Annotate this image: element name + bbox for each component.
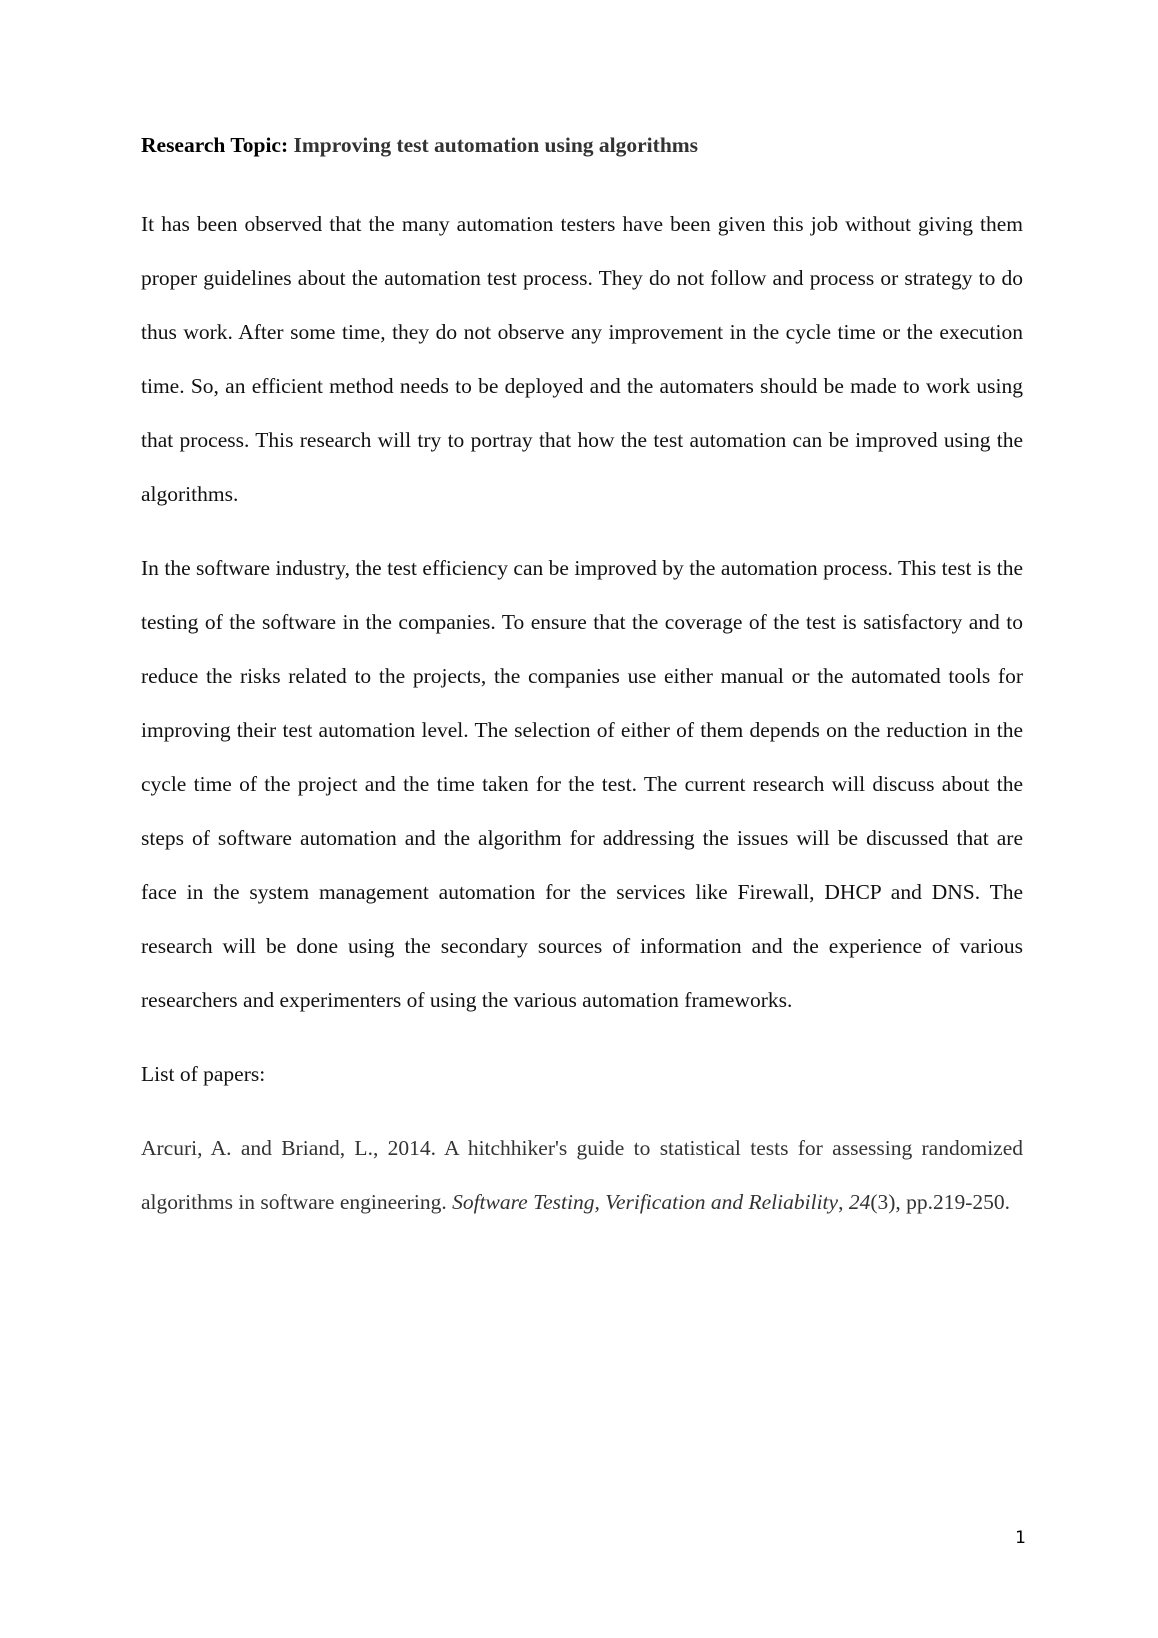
reference-separator: , [838, 1189, 849, 1214]
paragraph-body: In the software industry, the test efficiency can be improved by the automation process. This test is the testing of the software in the companies. To ensure that the coverage of the test is satisfactory and to reduce the risks related to the projects, the companies use either manual or the automated tools for improving their test automation level. The selection of either of them depends on the reduction in the cycle time of the project and the time taken for the test. The current research will discuss about the steps of software automation and the algorithm for addressing the issues will be discussed that are face in the system management automation for the services like Firewall, DHCP and DNS. The research will be done using the secondary sources of information and the experience of various researchers and experimenters of using the various automation frameworks. [141, 555, 1023, 1012]
page-number: 1 [1015, 1528, 1026, 1548]
research-topic-title: Improving test automation using algorithms [293, 133, 699, 157]
reference-item [141, 1121, 1023, 1229]
document-body [141, 133, 1023, 1229]
reference-journal: Software Testing, Verification and Reliability [452, 1189, 839, 1214]
research-topic [141, 133, 1023, 159]
paragraph-intro: It has been observed that the many automation testers have been given this job without giving them proper guidelines about the automation test process. They do not follow and process or strategy to do thus work. After some time, they do not observe any improvement in the cycle time or the execution time. So, an efficient method needs to be deployed and the automaters should be made to work using that process. This research will try to portray that how the test automation can be improved using the algorithms. [141, 211, 1023, 506]
reference-authors-title: Arcuri, A. and Briand, L., 2014. A hitchhiker's guide to statistical tests for assessing randomized algorithms in software engineering. [141, 1135, 1023, 1214]
research-topic-label: Research Topic: [141, 133, 289, 157]
reference-issue-pages: (3), pp.219-250. [870, 1189, 1011, 1214]
papers-heading: List of papers: [141, 1061, 266, 1086]
reference-volume: 24 [848, 1189, 871, 1214]
